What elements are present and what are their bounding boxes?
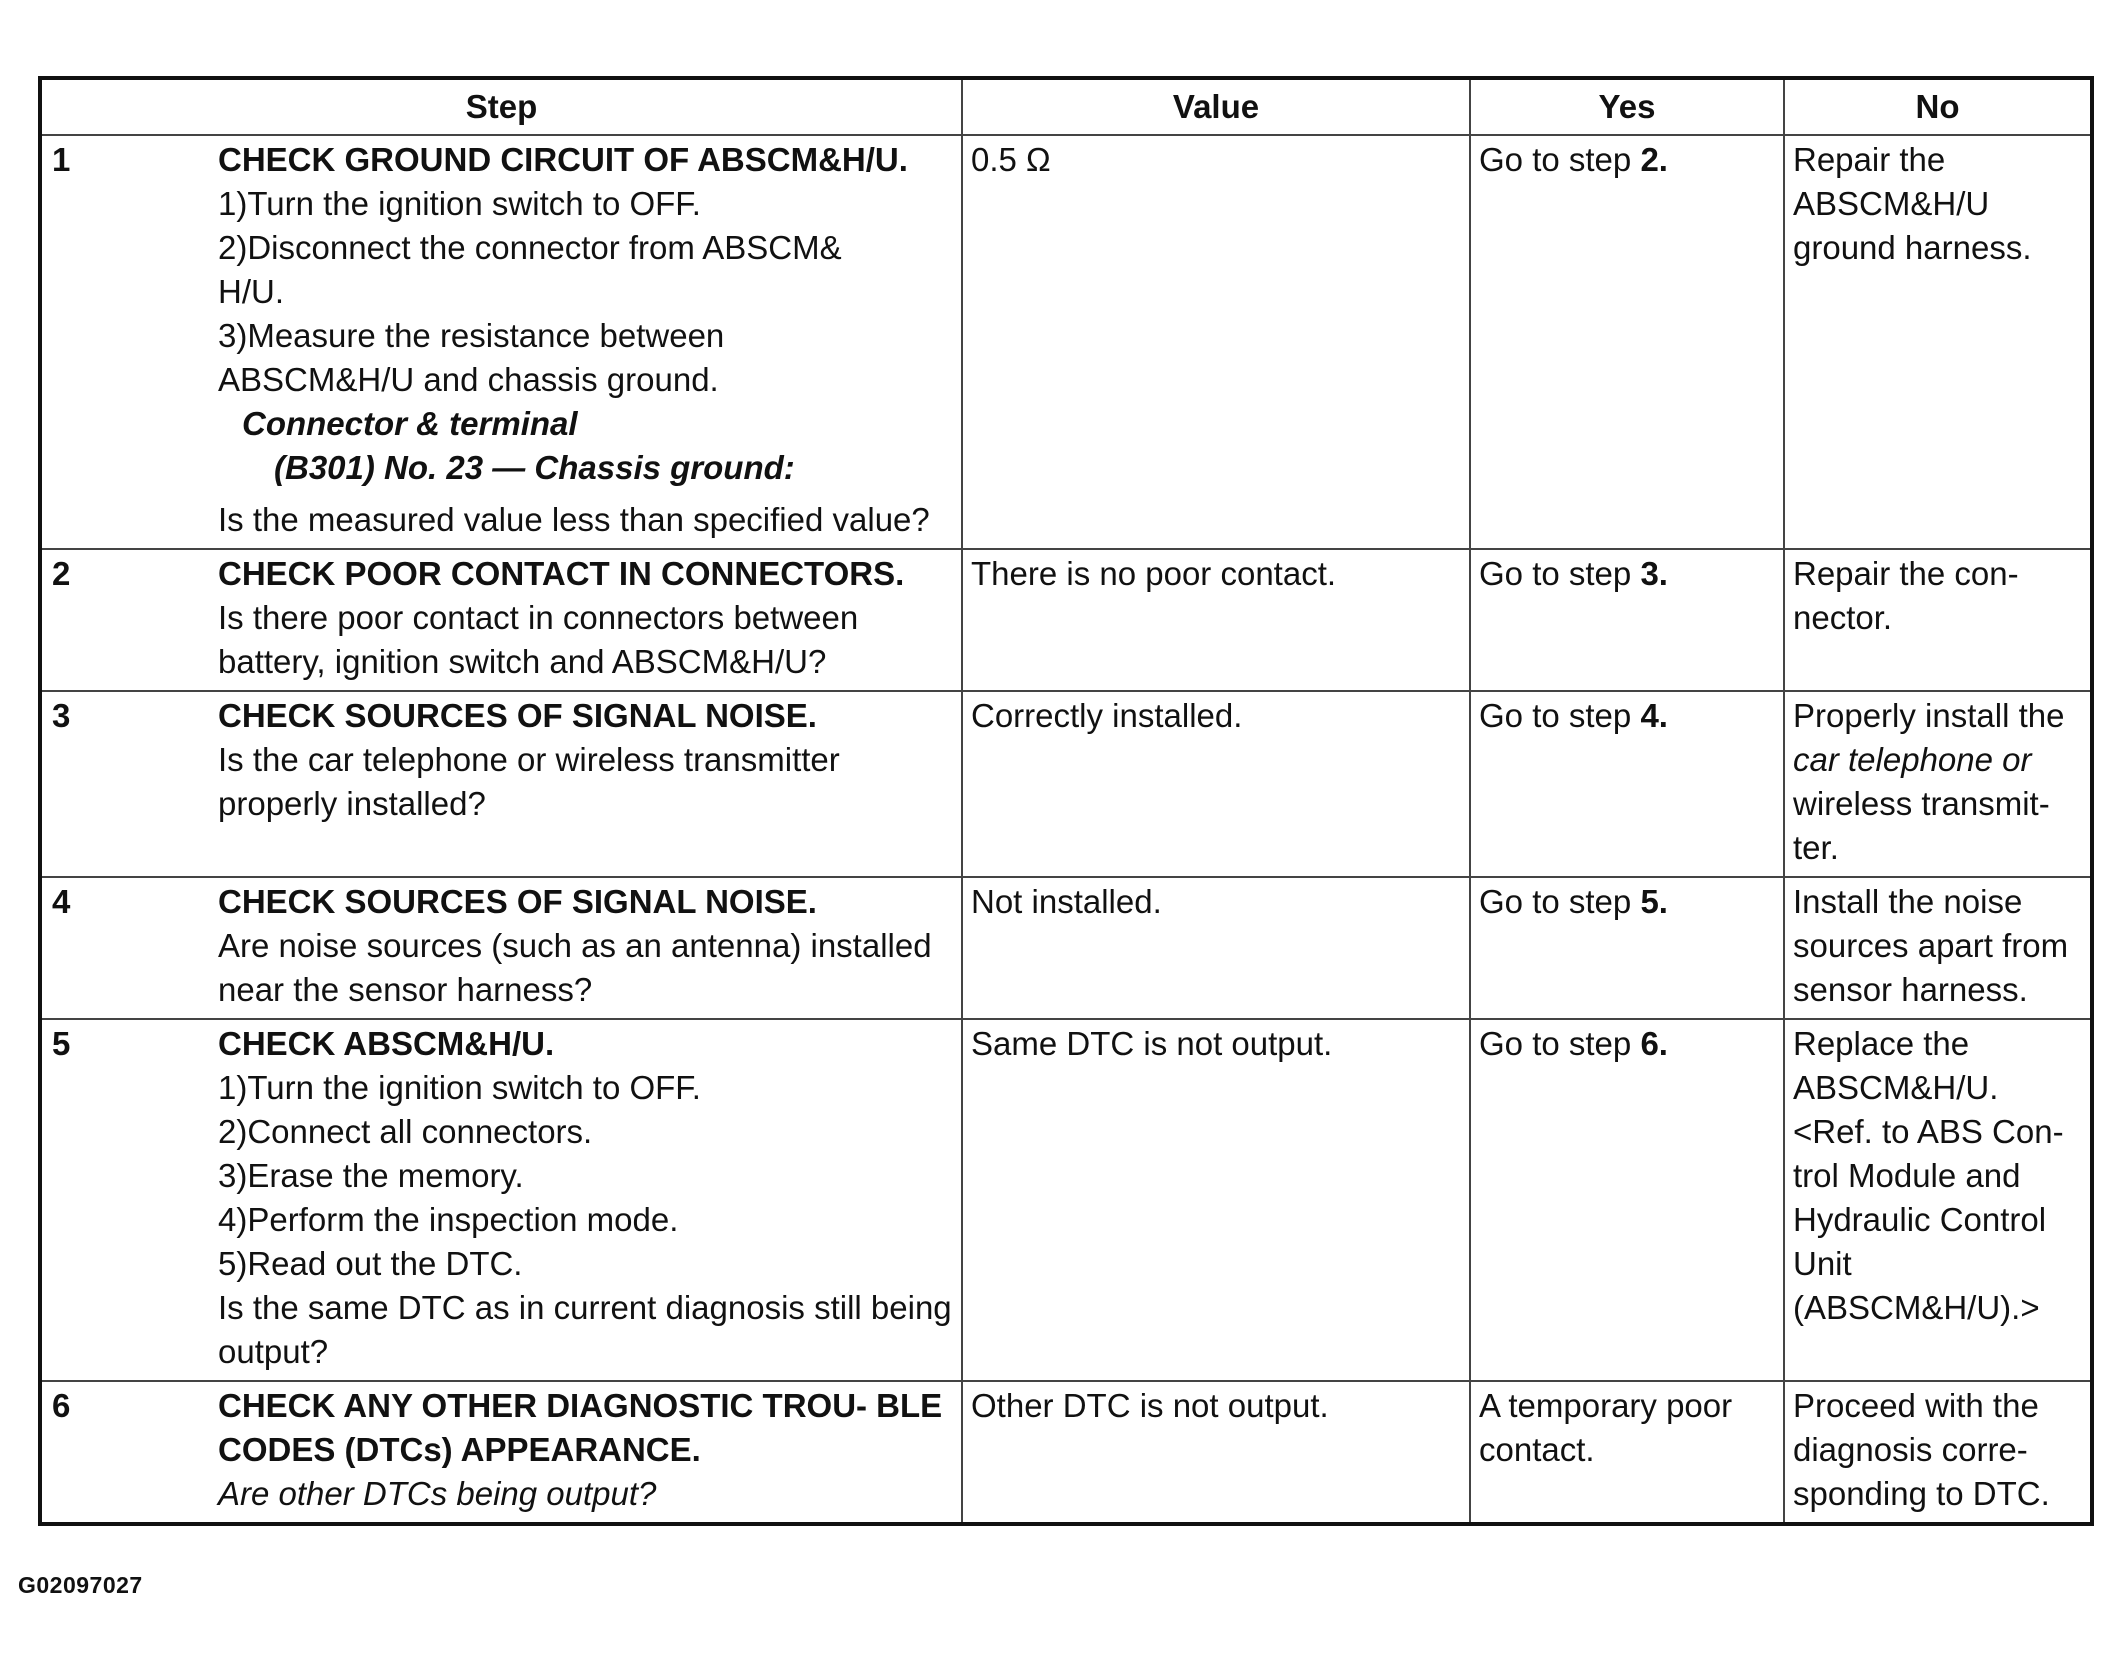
yes-text: Go to step — [1479, 883, 1641, 920]
step-number: 6 — [52, 1387, 71, 1424]
step-number: 5 — [52, 1025, 71, 1062]
table-row — [40, 135, 2092, 549]
yes-cell — [1470, 877, 1784, 1019]
step-instruction: 2)Connect all connectors. — [218, 1113, 593, 1150]
no-cell: Proceed with the diagnosis corre- sponding to DTC. — [1784, 1381, 2092, 1524]
value-cell: 0.5 Ω — [962, 135, 1470, 549]
no-cell: Repair the ABSCM&H/U ground harness. — [1784, 135, 2092, 549]
value-cell: Correctly installed. — [962, 691, 1470, 877]
header-no: No — [1784, 78, 2092, 135]
header-value: Value — [962, 78, 1470, 135]
yes-cell: A temporary poor contact. — [1470, 1381, 1784, 1524]
yes-cell — [1470, 1019, 1784, 1381]
yes-cell — [1470, 691, 1784, 877]
table-row — [40, 1381, 2092, 1524]
yes-text: Go to step — [1479, 1025, 1641, 1062]
yes-cell — [1470, 135, 1784, 549]
step-instruction: ABSCM&H/U and chassis ground. — [218, 361, 719, 398]
no-cell: Repair the con- nector. — [1784, 549, 2092, 691]
table-row — [40, 691, 2092, 877]
step-instruction: 3)Measure the resistance between — [218, 317, 725, 354]
yes-text: Go to step — [1479, 141, 1641, 178]
table-row — [40, 877, 2092, 1019]
table-header-row — [40, 78, 2092, 135]
yes-step: 5. — [1640, 883, 1668, 920]
table-row — [40, 1019, 2092, 1381]
no-text: Properly install the — [1793, 697, 2065, 734]
step-cell — [40, 135, 962, 549]
step-title: CHECK ABSCM&H/U. — [218, 1025, 555, 1062]
header-yes: Yes — [1470, 78, 1784, 135]
figure-id: G02097027 — [18, 1572, 143, 1598]
yes-step: 2. — [1640, 141, 1668, 178]
step-instruction: 2)Disconnect the connector from ABSCM& — [218, 229, 842, 266]
header-step: Step — [40, 78, 962, 135]
no-cell — [1784, 691, 2092, 877]
step-instruction: 4)Perform the inspection mode. — [218, 1201, 679, 1238]
step-cell — [40, 1019, 962, 1381]
step-instruction: H/U. — [218, 273, 284, 310]
step-instruction: 1)Turn the ignition switch to OFF. — [218, 1069, 701, 1106]
no-cell: Install the noise sources apart from sensor harness. — [1784, 877, 2092, 1019]
value-cell: Not installed. — [962, 877, 1470, 1019]
step-question: Are other DTCs being output? — [218, 1475, 657, 1512]
value-cell: There is no poor contact. — [962, 549, 1470, 691]
terminal-spec: (B301) No. 23 — Chassis ground: — [274, 449, 795, 486]
step-number: 3 — [52, 697, 71, 734]
yes-step: 4. — [1640, 697, 1668, 734]
step-title: CHECK SOURCES OF SIGNAL NOISE. — [218, 697, 817, 734]
step-number: 1 — [52, 141, 71, 178]
step-cell — [40, 1381, 962, 1524]
step-question: Are noise sources (such as an antenna) installed near the sensor harness? — [218, 927, 932, 1008]
step-cell — [40, 877, 962, 1019]
step-title: CHECK GROUND CIRCUIT OF ABSCM&H/U. — [218, 141, 908, 178]
yes-text: Go to step — [1479, 697, 1641, 734]
value-cell: Same DTC is not output. — [962, 1019, 1470, 1381]
connector-label: Connector & terminal — [242, 405, 578, 442]
step-question: Is the measured value less than specified value? — [218, 501, 930, 538]
step-number: 4 — [52, 883, 71, 920]
step-instruction: 5)Read out the DTC. — [218, 1245, 523, 1282]
no-text-italic: car telephone or — [1793, 741, 2032, 778]
diagnostic-table — [38, 76, 2094, 1526]
yes-step: 3. — [1640, 555, 1668, 592]
yes-cell — [1470, 549, 1784, 691]
table-row — [40, 549, 2092, 691]
step-cell — [40, 549, 962, 691]
step-title: CHECK SOURCES OF SIGNAL NOISE. — [218, 883, 817, 920]
step-title: CHECK POOR CONTACT IN CONNECTORS. — [218, 555, 905, 592]
no-text: wireless transmit- ter. — [1793, 785, 2050, 866]
step-question: Is the same DTC as in current diagnosis still being output? — [218, 1289, 952, 1370]
step-title: CHECK ANY OTHER DIAGNOSTIC TROU- BLE CODES (DTCs) APPEARANCE. — [218, 1387, 943, 1468]
step-instruction: 3)Erase the memory. — [218, 1157, 524, 1194]
step-question: Is there poor contact in connectors between battery, ignition switch and ABSCM&H/U? — [218, 599, 859, 680]
step-instruction: 1)Turn the ignition switch to OFF. — [218, 185, 701, 222]
step-cell — [40, 691, 962, 877]
value-cell: Other DTC is not output. — [962, 1381, 1470, 1524]
step-question: Is the car telephone or wireless transmitter properly installed? — [218, 741, 840, 822]
yes-step: 6. — [1640, 1025, 1668, 1062]
yes-text: Go to step — [1479, 555, 1641, 592]
no-cell: Replace the ABSCM&H/U. <Ref. to ABS Con- trol Module and Hydraulic Control Unit (ABSCM&H/U).> — [1784, 1019, 2092, 1381]
step-number: 2 — [52, 555, 71, 592]
